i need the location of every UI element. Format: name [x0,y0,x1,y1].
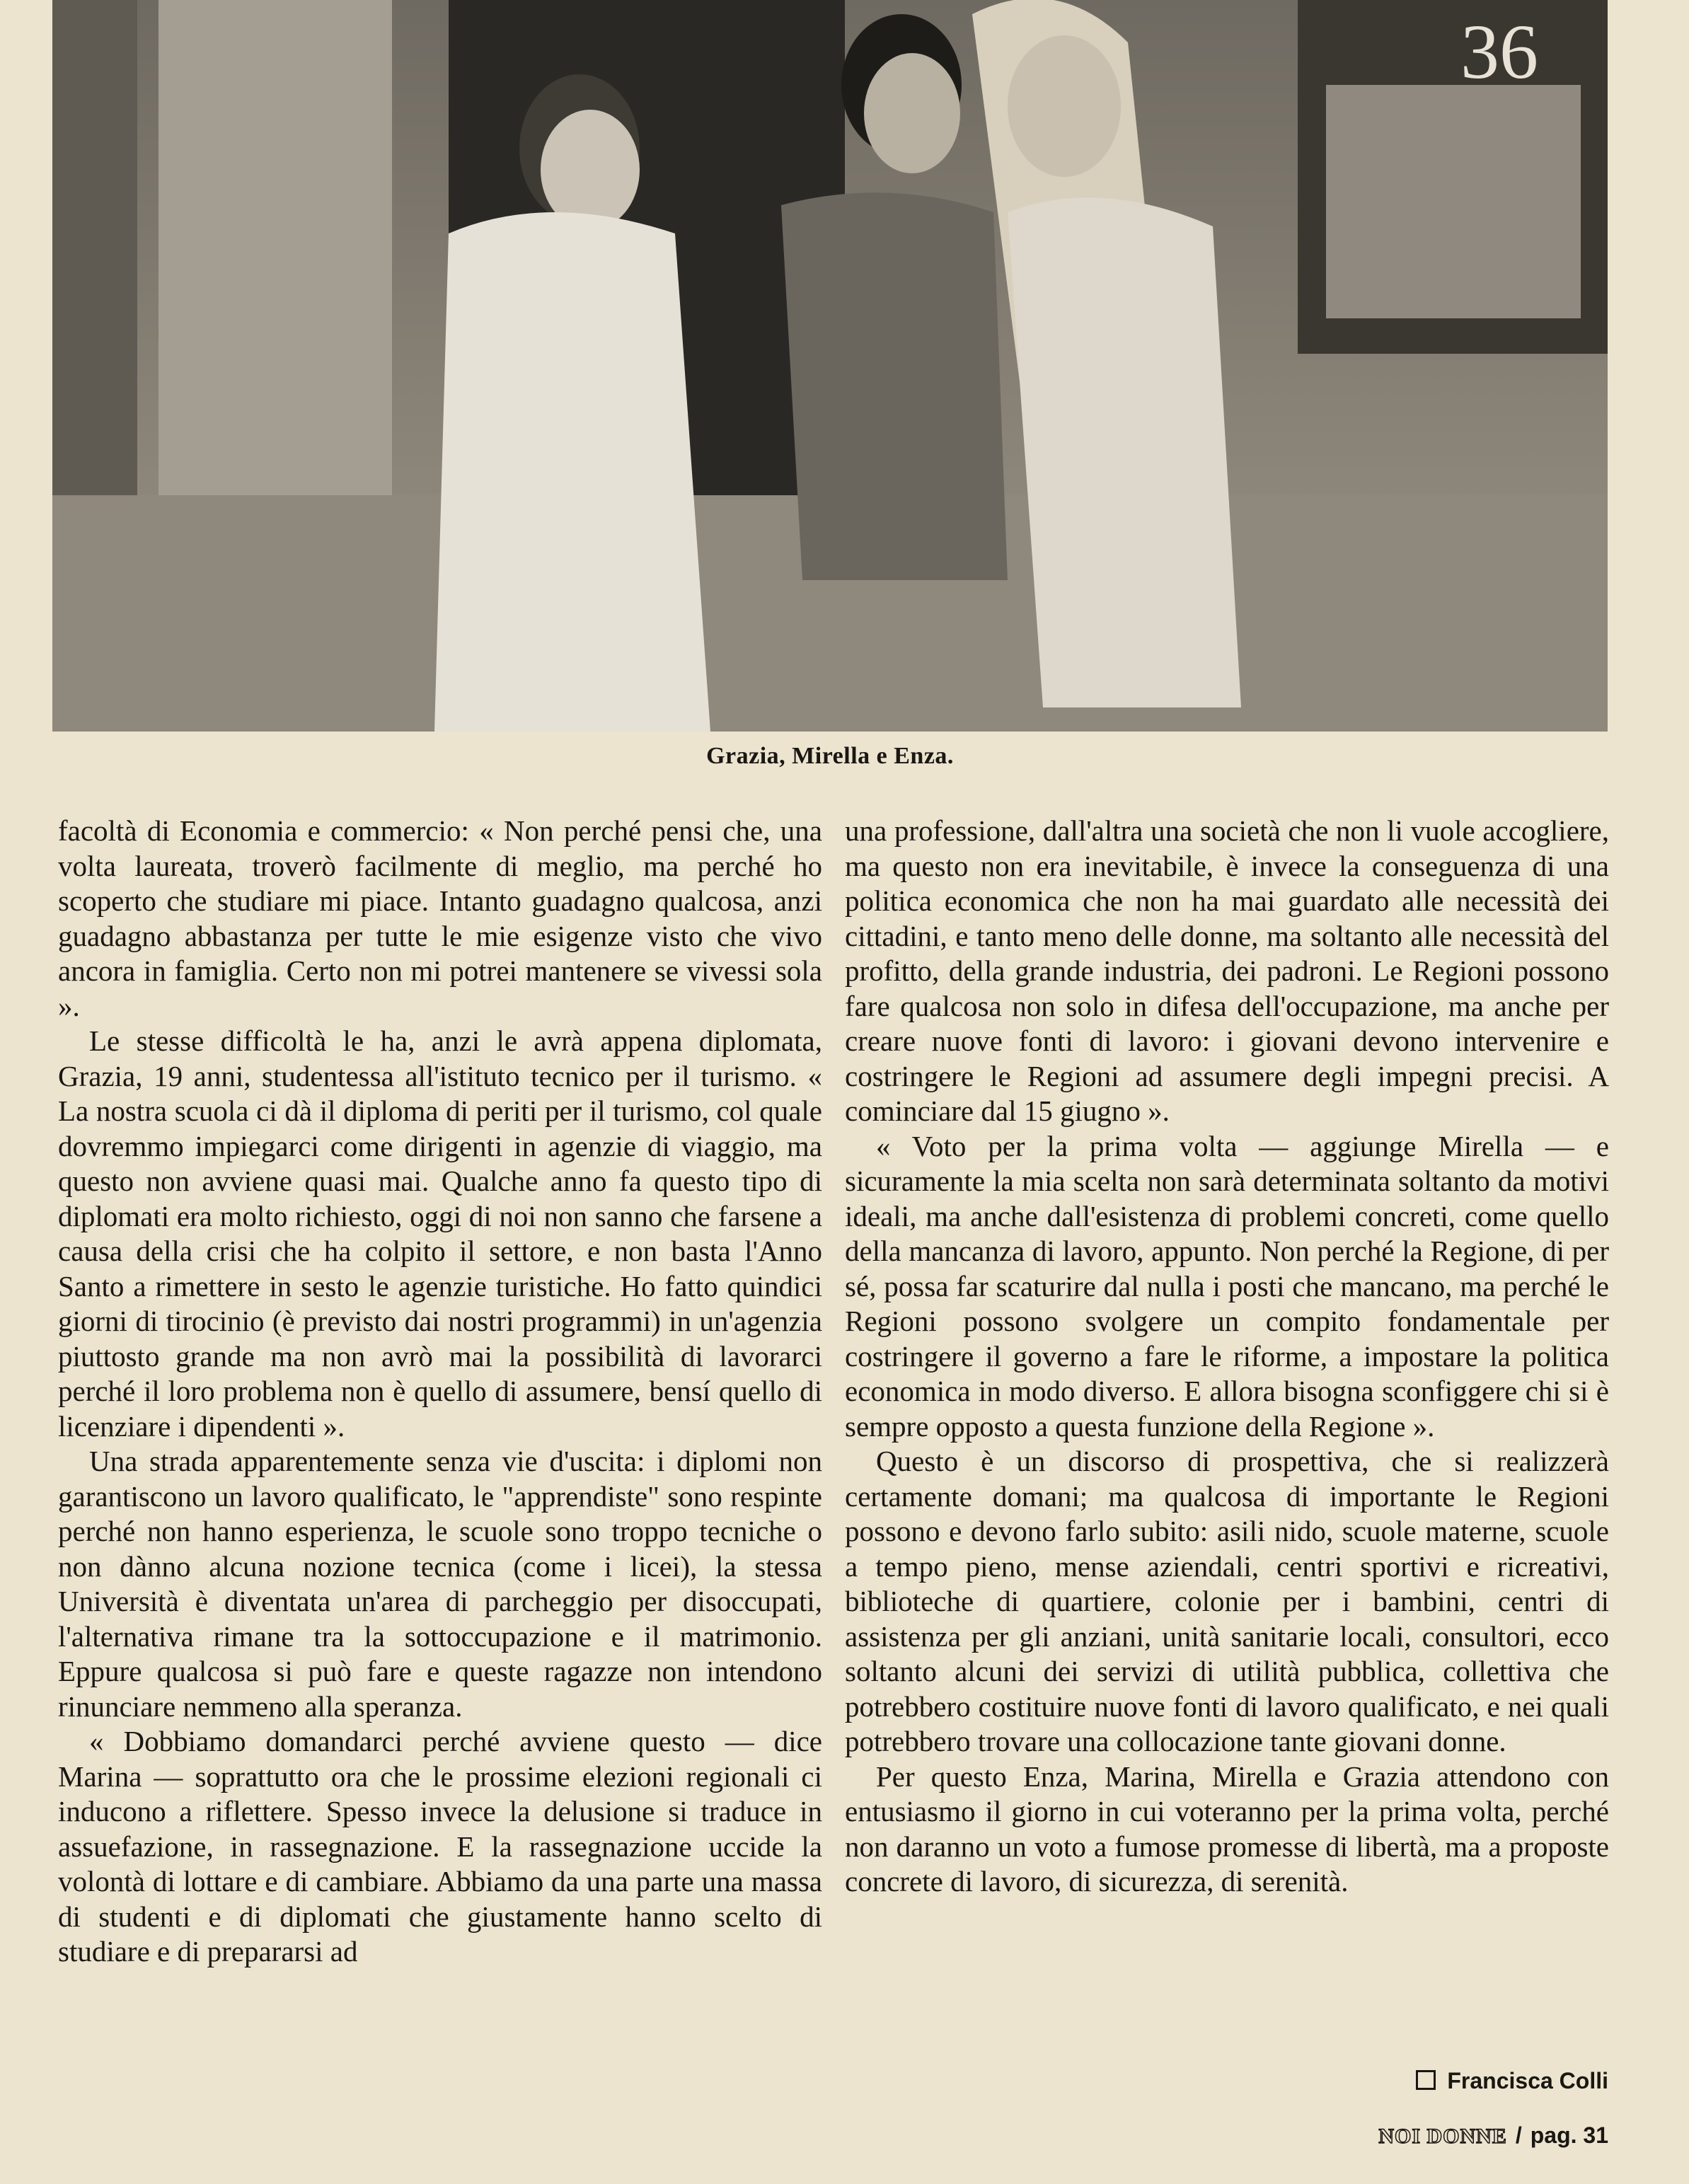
paragraph: facoltà di Economia e commercio: « Non perché pensi che, una volta laureata, troverò facilmente di meglio, ma perché ho scoperto che studiare mi piace. Intanto guadagno qualcosa, anzi guadagno abbastanza per tutte le mie esigenze visto che vivo ancora in famiglia. Certo non mi potrei mantenere se vivessi sola ». [58,814,822,1022]
paragraph: « Dobbiamo domandarci perché avviene questo — dice Marina — soprattutto ora che le prossime elezioni regionali ci inducono a riflettere. Spesso invece la delusione si traduce in assuefazione, in rassegnazione. E la rassegnazione uccide la volontà di lottare e di cambiare. Abbiamo da una parte una massa di studenti e di diplomati che giustamente hanno scelto di studiare e di prepararsi ad [58,1725,822,1968]
paragraph: Per questo Enza, Marina, Mirella e Grazia attendono con entusiasmo il giorno in cui voteranno per la prima volta, perché non daranno un voto a fumose promesse di libertà, ma a proposte concrete di lavoro, di sicurezza, di serenità. [845,1760,1609,1897]
magazine-logo: NOI DONNE [1378,2125,1507,2148]
paragraph: « Voto per la prima volta — aggiunge Mirella — e sicuramente la mia scelta non sarà determinata soltanto da motivi ideali, ma anche dall'esistenza di problemi concreti, come quello della mancanza di lavoro, appunto. Non perché la Regione, di per sé, possa far scaturire dal nulla i posti che mancano, ma perché le Regioni possono svolgere un compito fondamentale per costringere il governo a fare le riforme, a impostare la politica economica in modo diverso. E allora bisogna sconfiggere chi si è sempre opposto a questa funzione della Regione ». [845,1129,1609,1443]
article-column-right [845,814,1609,1900]
paragraph: Una strada apparentemente senza vie d'uscita: i diplomi non garantiscono un lavoro qualificato, le "apprendiste" sono respinte perché non hanno esperienza, le scuole sono troppo tecniche o non dànno alcuna nozione tecnica (come i licei), la stessa Università è diventata un'area di parcheggio per disoccupati, l'alternativa rimane tra la sottoccupazione e il matrimonio. Eppure qualcosa si può fare e queste ragazze non intendono rinunciare nemmeno alla speranza. [58,1445,822,1723]
article-byline [1416,2068,1608,2094]
photo-caption: Grazia, Mirella e Enza. [706,743,954,769]
page-number: pag. 31 [1530,2122,1608,2148]
footer-separator: / [1515,2122,1522,2148]
photo-illustration [52,0,1608,732]
page-footer [1378,2122,1608,2149]
paragraph: Questo è un discorso di prospettiva, che si realizzerà certamente domani; ma qualcosa di importante le Regioni possono e devono farlo subito: asili nido, scuole materne, scuole a tempo pieno, mense aziendali, centri sportivi e ricreativi, biblioteche di quartiere, colonie per i bambini, centri di assistenza per gli anziani, unità sanitarie locali, consultori, ecco soltanto alcuni dei servizi di utilità pubblica, collettiva che potrebbero costituire nuove fonti di lavoro qualificato, e nei quali potrebbero trovare una collocazione tante giovani donne. [845,1445,1609,1757]
article-column-left [58,814,822,1970]
paragraph: Le stesse difficoltà le ha, anzi le avrà appena diplomata, Grazia, 19 anni, studentessa all'istituto tecnico per il turismo. « La nostra scuola ci dà il diploma di periti per il turismo, col quale dovremmo impiegarci come dirigenti in agenzie di viaggio, ma questo non avviene quasi mai. Qualche anno fa questo tipo di diplomati era molto richiesto, oggi di noi non sanno che farsene a causa della crisi che ha colpito il settore, e non basta l'Anno Santo a rimettere in sesto le agenzie turistiche. Ho fatto quindici giorni di tirocinio (è previsto dai nostri programmi) in un'agenzia piuttosto grande ma non avrò mai la possibilità di lavorarci perché il loro problema non è quello di assumere, bensí quello di licenziare i dipendenti ». [58,1024,822,1443]
end-mark-icon [1416,2070,1436,2090]
paragraph: una professione, dall'altra una società che non li vuole accogliere, ma questo non era inevitabile, è invece la conseguenza di una politica economica che non ha mai guardato alle necessità dei cittadini, e tanto meno delle donne, ma soltanto alle necessità del profitto, della grande industria, dei padroni. Le Regioni possono fare qualcosa non solo in difesa dell'occupazione, ma anche per creare nuove fonti di lavoro: i giovani devono intervenire e costringere le Regioni ad assumere degli impegni precisi. A cominciare dal 15 giugno ». [845,814,1609,1127]
storefront-number: 36 [1460,8,1538,95]
author-name: Francisca Colli [1447,2068,1608,2093]
article-photo [52,0,1608,732]
